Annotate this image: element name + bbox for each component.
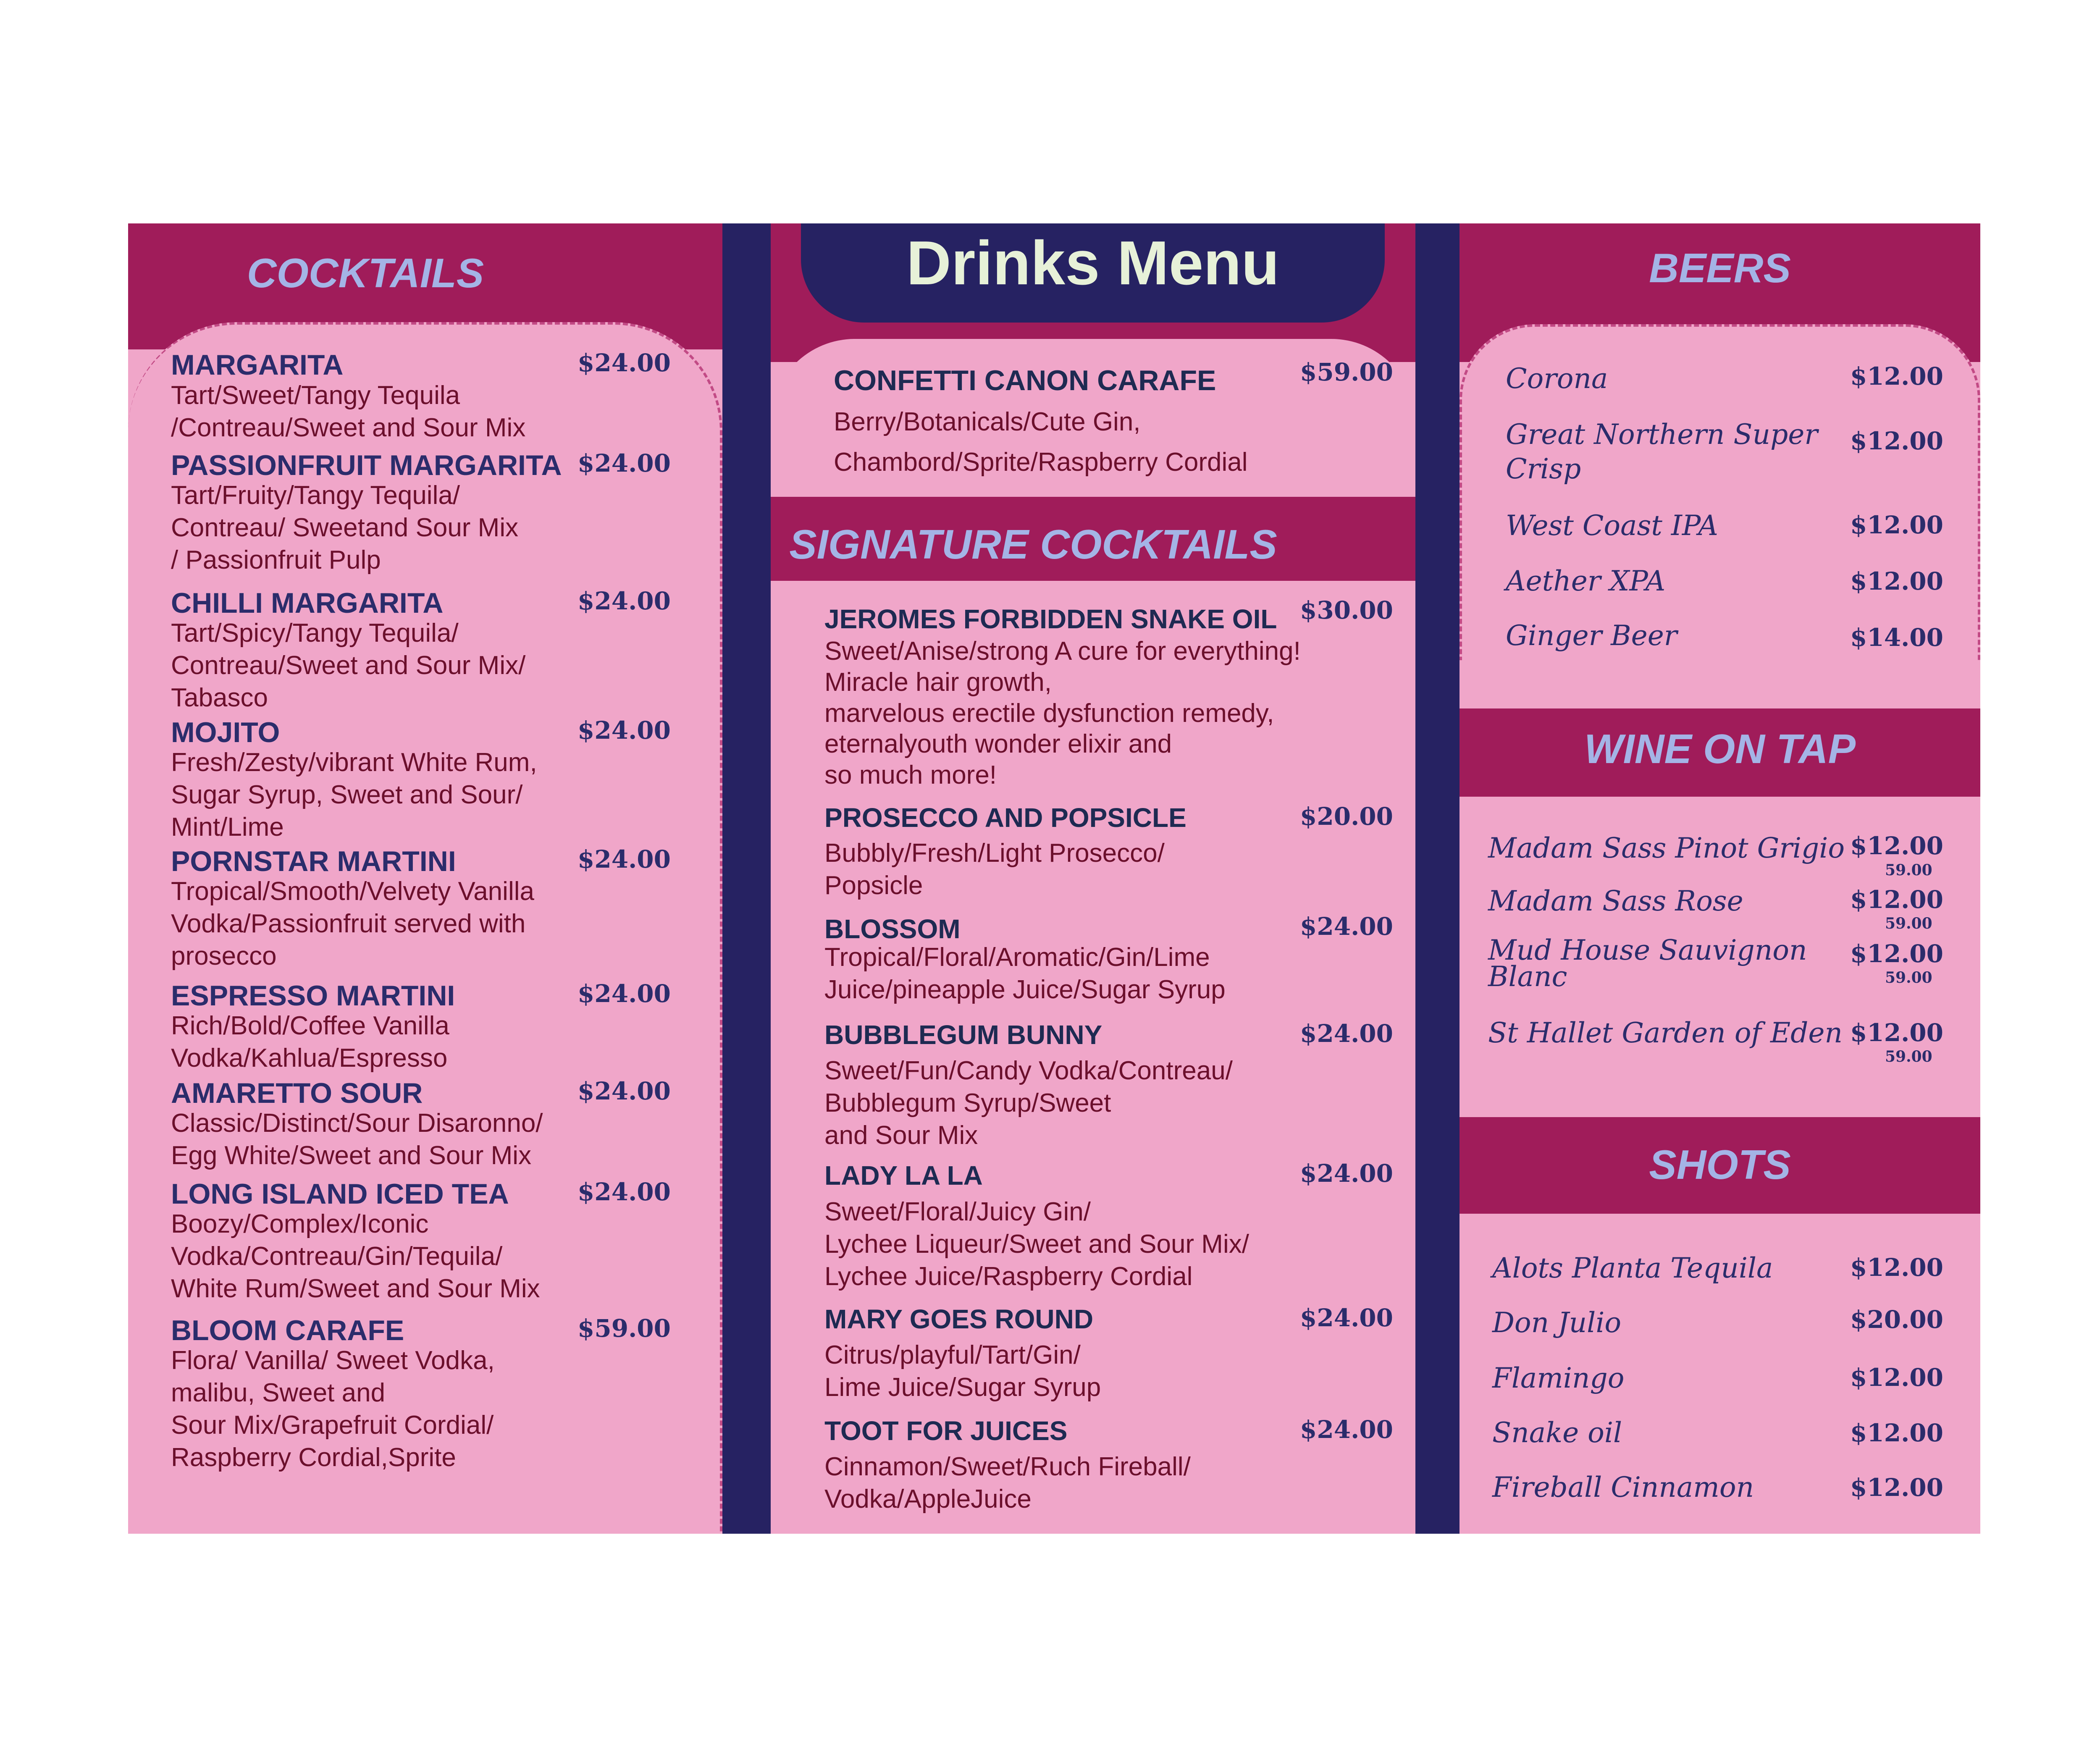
cocktail-name: MARGARITA: [171, 349, 344, 381]
cocktail-name: PASSIONFRUIT MARGARITA: [171, 449, 562, 481]
shot-price: $12.00: [1850, 1253, 1943, 1282]
cocktail-description: Tart/Spicy/Tangy Tequila/ Contreau/Sweet and Sour Mix/ Tabasco: [171, 619, 526, 712]
cocktail-description: Tart/Fruity/Tangy Tequila/ Contreau/ Sweetand Sour Mix / Passionfruit Pulp: [171, 481, 519, 575]
signature-cocktail-description: Sweet/Fun/Candy Vodka/Contreau/ Bubblegum Syrup/Sweet and Sour Mix: [824, 1056, 1233, 1150]
signature-panel: [771, 223, 1415, 1534]
beers-wine-shots-panel: [1460, 223, 1980, 1534]
wine-bottle-price: 59.00: [1885, 1048, 1932, 1065]
carafe-price-tag: $59.00: [1300, 358, 1393, 386]
shot-price: $12.00: [1850, 1473, 1943, 1502]
cocktail-price: $24.00: [578, 1178, 671, 1206]
beer-price: $12.00: [1850, 511, 1943, 539]
beer-name: Aether XPA: [1506, 565, 1666, 597]
signature-cocktail-description: Cinnamon/Sweet/Ruch Fireball/ Vodka/AppleJuice: [824, 1452, 1191, 1514]
wine-name: St Hallet Garden of Eden: [1488, 1017, 1843, 1049]
cocktail-price: $24.00: [578, 1077, 671, 1105]
shot-name: Snake oil: [1492, 1417, 1622, 1449]
carafe-name: CONFETTI CANON CARAFE: [834, 365, 1216, 396]
beer-price: $12.00: [1850, 567, 1943, 596]
wine-bottle-price: 59.00: [1885, 915, 1932, 932]
cocktails-heading: COCKTAILS: [247, 250, 484, 296]
cocktail-price: $24.00: [578, 587, 671, 615]
signature-cocktail-name: TOOT FOR JUICES: [824, 1416, 1068, 1446]
wine-glass-price: $12.00: [1850, 939, 1943, 968]
shot-name: Alots Planta Tequila: [1492, 1252, 1773, 1284]
wine-heading: WINE ON TAP: [1584, 726, 1856, 772]
signature-cocktail-price: $24.00: [1300, 912, 1393, 941]
signature-cocktail-name: BUBBLEGUM BUNNY: [824, 1020, 1102, 1050]
shot-name: Don Julio: [1492, 1307, 1622, 1339]
cocktail-price: $24.00: [578, 716, 671, 745]
drinks-menu: [128, 223, 1980, 1534]
signature-cocktail-name: MARY GOES ROUND: [824, 1304, 1094, 1334]
signature-cocktail-price: $20.00: [1300, 802, 1393, 831]
signature-cocktail-price: $24.00: [1300, 1019, 1393, 1048]
signature-cocktail-name: JEROMES FORBIDDEN SNAKE OIL: [824, 604, 1277, 634]
beer-name: Corona: [1506, 362, 1608, 395]
cocktail-price: $59.00: [578, 1314, 671, 1343]
signature-cocktail-description: Tropical/Floral/Aromatic/Gin/Lime Juice/pineapple Juice/Sugar Syrup: [824, 943, 1226, 1004]
signature-cocktail-price: $30.00: [1300, 596, 1393, 624]
cocktail-name: MOJITO: [171, 716, 280, 748]
beer-name: Ginger Beer: [1506, 619, 1677, 652]
cocktail-name: LONG ISLAND ICED TEA: [171, 1178, 509, 1210]
cocktail-name: PORNSTAR MARTINI: [171, 845, 456, 877]
wine-name: Mud House Sauvignon Blanc: [1488, 934, 1807, 993]
cocktail-price: $24.00: [578, 845, 671, 874]
cocktail-description: Fresh/Zesty/vibrant White Rum, Sugar Syrup, Sweet and Sour/ Mint/Lime: [171, 748, 537, 842]
signature-cocktail-description: Sweet/Anise/strong A cure for everything! Miracle hair growth, marvelous erectile dysfunction remedy, eternalyouth wonder elixir and so much more!: [824, 637, 1301, 790]
beer-name: Great Northern Super Crisp: [1506, 418, 1818, 485]
cocktail-name: CHILLI MARGARITA: [171, 587, 444, 619]
cocktail-name: BLOOM CARAFE: [171, 1314, 404, 1346]
cocktail-name: AMARETTO SOUR: [171, 1077, 423, 1109]
carafe-description: Berry/Botanicals/Cute Gin, Chambord/Sprite/Raspberry Cordial: [834, 407, 1248, 477]
beer-price: $12.00: [1850, 427, 1943, 455]
signature-cocktail-name: PROSECCO AND POPSICLE: [824, 803, 1186, 833]
wine-name: Madam Sass Rose: [1488, 885, 1743, 917]
signature-cocktail-price: $24.00: [1300, 1415, 1393, 1444]
signature-cocktail-description: Sweet/Floral/Juicy Gin/ Lychee Liqueur/Sweet and Sour Mix/ Lychee Juice/Raspberry Cordial: [824, 1197, 1249, 1291]
cocktail-price: $24.00: [578, 349, 671, 377]
wine-bottle-price: 59.00: [1885, 969, 1932, 987]
cocktail-name: ESPRESSO MARTINI: [171, 980, 455, 1012]
shot-price: $12.00: [1850, 1363, 1943, 1392]
beers-heading: BEERS: [1649, 245, 1791, 291]
panel-divider-right: [1415, 223, 1460, 1534]
beer-price: $12.00: [1850, 362, 1943, 391]
page-title: Drinks Menu: [906, 228, 1280, 298]
signature-cocktail-price: $24.00: [1300, 1304, 1393, 1332]
shot-price: $12.00: [1850, 1419, 1943, 1447]
cocktail-description: Flora/ Vanilla/ Sweet Vodka, malibu, Sweet and Sour Mix/Grapefruit Cordial/ Raspberry Cordial,Sprite: [171, 1346, 495, 1472]
shots-heading: SHOTS: [1649, 1141, 1791, 1188]
signature-heading: SIGNATURE COCKTAILS: [789, 521, 1277, 567]
cocktail-description: Boozy/Complex/Iconic Vodka/Contreau/Gin/Tequila/ White Rum/Sweet and Sour Mix: [171, 1210, 540, 1303]
panel-divider-left: [722, 223, 771, 1534]
cocktail-description: Tropical/Smooth/Velvety Vanilla Vodka/Passionfruit served with prosecco: [171, 877, 534, 971]
shot-name: Flamingo: [1492, 1362, 1625, 1394]
shot-name: Fireball Cinnamon: [1492, 1471, 1754, 1503]
cocktails-panel: [128, 223, 722, 1534]
beer-name: West Coast IPA: [1506, 509, 1718, 542]
signature-cocktail-price: $24.00: [1300, 1159, 1393, 1188]
cocktail-description: Classic/Distinct/Sour Disaronno/ Egg White/Sweet and Sour Mix: [171, 1109, 543, 1170]
wine-name: Madam Sass Pinot Grigio: [1488, 832, 1845, 864]
cocktail-description: Rich/Bold/Coffee Vanilla Vodka/Kahlua/Espresso: [171, 1011, 449, 1073]
shot-price: $20.00: [1850, 1305, 1943, 1334]
cocktail-price: $24.00: [578, 449, 671, 478]
signature-cocktail-name: BLOSSOM: [824, 914, 961, 944]
signature-cocktail-description: Citrus/playful/Tart/Gin/ Lime Juice/Sugar Syrup: [824, 1341, 1101, 1402]
wine-bottle-price: 59.00: [1885, 861, 1932, 879]
wine-glass-price: $12.00: [1850, 1018, 1943, 1047]
wine-glass-price: $12.00: [1850, 885, 1943, 914]
wine-glass-price: $12.00: [1850, 832, 1943, 860]
cocktail-price: $24.00: [578, 979, 671, 1008]
signature-cocktail-description: Bubbly/Fresh/Light Prosecco/ Popsicle: [824, 839, 1165, 900]
beer-price: $14.00: [1850, 623, 1943, 652]
cocktail-description: Tart/Sweet/Tangy Tequila /Contreau/Sweet and Sour Mix: [171, 381, 526, 442]
signature-cocktail-name: LADY LA LA: [824, 1160, 983, 1191]
